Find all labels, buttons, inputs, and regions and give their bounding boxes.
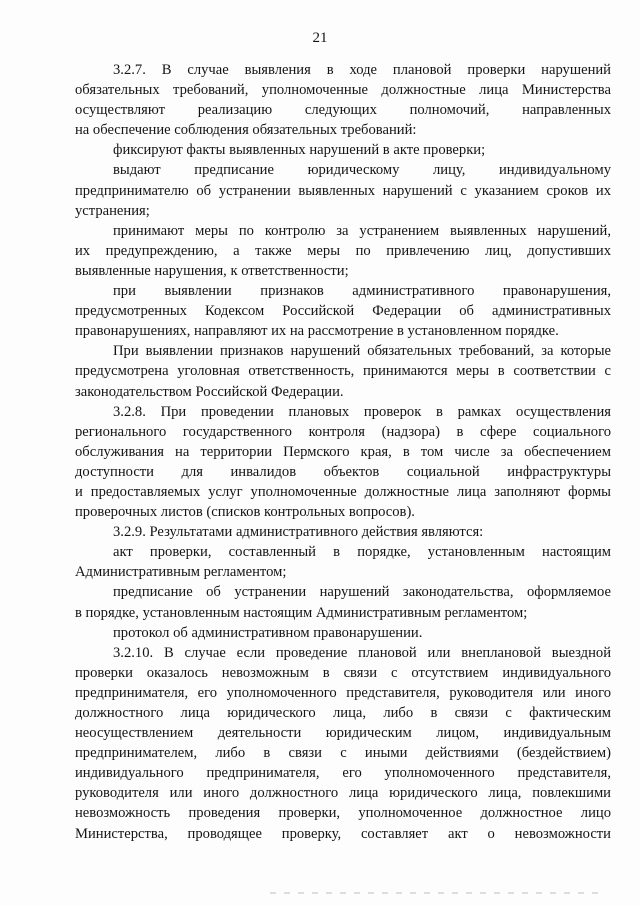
text-line: предпринимателем, либо в связи с иными действиями (бездействием) [75, 745, 611, 762]
text-line: обслуживания на территории Пермского края, в том числе за обеспечением [75, 443, 611, 460]
text-line: доступности для инвалидов объектов социальной инфраструктуры [75, 463, 611, 480]
text-line: их предупреждению, а также меры по привлечению лиц, допустивших [75, 242, 611, 259]
text-line: руководителя или иного должностного лица юридического лица, повлекшими [75, 785, 611, 802]
text-line: на обеспечение соблюдения обязательных требований: [75, 122, 417, 139]
text-line: проверочных листов (списков контрольных вопросов). [75, 504, 415, 521]
text-line: невозможность проведения проверки, уполномоченное должностное лицо [75, 805, 611, 822]
text-line: устранения; [75, 202, 150, 219]
text-line: 3.2.9. Результатами административного действия являются: [113, 524, 484, 541]
page-number: 21 [312, 30, 328, 46]
text-line: законодательством Российской Федерации. [75, 383, 344, 400]
text-line: предписание об устранении нарушений законодательства, оформляемое [113, 584, 611, 601]
text-line: правонарушениях, направляют их на рассмотрение в установленном порядке. [75, 323, 559, 340]
text-line: фиксируют факты выявленных нарушений в акте проверки; [113, 142, 486, 159]
text-line: должностного лица юридического лица, либо в связи с фактическим [75, 705, 611, 721]
text-line: предпринимателю об устранении выявленных нарушений с указанием сроков их [75, 182, 611, 199]
text-line: неосуществлением деятельности юридическим лицом, индивидуальным [75, 725, 611, 742]
text-line: При выявлении признаков нарушений обязательных требований, за которые [113, 343, 611, 360]
text-line: осуществляют реализацию следующих полномочий, направленных [75, 102, 611, 119]
text-line: регионального государственного контроля (надзора) в сфере социального [75, 423, 611, 440]
text-line: протокол об административном правонарушении. [113, 624, 423, 641]
text-line: проверки оказалось невозможным в связи с отсутствием индивидуального [75, 664, 611, 681]
text-line: предусмотрена уголовная ответственность, принимаются меры в соответствии с [75, 363, 611, 380]
text-line: предпринимателя, его уполномоченного представителя, руководителя или иного [75, 684, 611, 701]
text-line: при выявлении признаков административного правонарушения, [113, 283, 611, 300]
text-line: Министерства, проводящее проверку, составляет акт о невозможности [75, 825, 611, 842]
text-line: принимают меры по контролю за устранением выявленных нарушений, [113, 222, 611, 239]
text-line: в порядке, установленным настоящим Административным регламентом; [75, 604, 528, 621]
text-line: и предоставляемых услуг уполномоченные должностные лица заполняют формы [75, 483, 611, 500]
text-line: 3.2.10. В случае если проведение плановой или внеплановой выездной [113, 644, 611, 661]
text-line: акт проверки, составленный в порядке, установленным настоящим [113, 544, 611, 561]
text-line: индивидуального предпринимателя, его уполномоченного представителя, [75, 765, 611, 782]
text-line: выдают предписание юридическому лицу, индивидуальному [113, 162, 611, 179]
text-line: 3.2.7. В случае выявления в ходе плановой проверки нарушений [113, 62, 611, 78]
text-line: предусмотренных Кодексом Российской Федерации об административных [75, 303, 611, 320]
text-line: 3.2.8. При проведении плановых проверок в рамках осуществления [113, 403, 611, 420]
text-line: Административным регламентом; [75, 564, 287, 581]
scan-artifact [270, 892, 600, 894]
text-line: обязательных требований, уполномоченные должностные лица Министерства [75, 82, 611, 99]
document-body [75, 60, 611, 844]
text-line: выявленные нарушения, к ответственности; [75, 262, 349, 279]
